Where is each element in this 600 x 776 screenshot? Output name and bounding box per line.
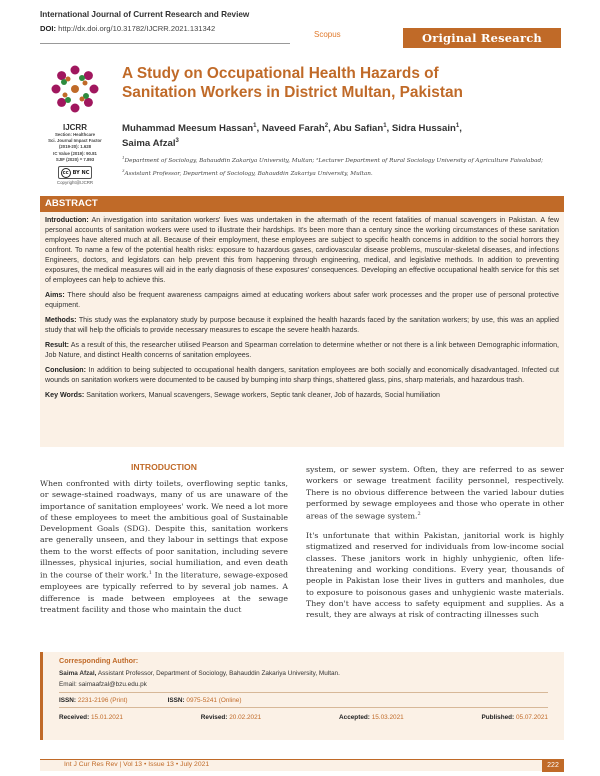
affiliation-line-1 bbox=[122, 153, 572, 166]
date-label: Accepted: bbox=[339, 714, 372, 721]
authors-line-1: Muhammad Meesum Hassan$^1$, Naveed Farah$^2$, Abu Safian$^1$, Sidra Hussain$^1$, bbox=[122, 123, 462, 135]
abstract-text: As a result of this, the researcher utilised Pearson and Spearman correlation to determine whether or not there is a link between Demographic information, Job Nature, and distinct Health concerns of sanitation employees. bbox=[45, 341, 559, 359]
author-name: Saima Afzal bbox=[122, 138, 176, 150]
abstract-label: Aims: bbox=[45, 291, 65, 299]
abstract-keywords bbox=[45, 390, 559, 400]
paragraph-text: system, or sewer system. Often, they are referred to as sewer workers or sewage treatment facility personnel, respectively. There is no obvious difference between the varied labour duties performed by sewage employees and those who operate in other areas of the sewage system. bbox=[306, 465, 564, 521]
title-line-2: Sanitation Workers in District Multan, Pakistan bbox=[122, 84, 463, 101]
body-text bbox=[306, 464, 564, 620]
journal-header bbox=[40, 10, 340, 33]
date-value: 05.07.2021 bbox=[515, 714, 548, 721]
date-label: Published: bbox=[481, 714, 516, 721]
body-text bbox=[40, 478, 288, 615]
cc-icon: cc bbox=[61, 168, 71, 178]
issn-label: ISSN: bbox=[167, 697, 187, 704]
article-title bbox=[122, 64, 562, 102]
paragraph: It's unfortunate that within Pakistan, janitorial work is highly stigmatized and reserved for individuals from low-income social classes. These janitors work in highly unhygienic, often life-threatening and working conditions. Every year, thousands of people in Pakistan lose their lives in gutters and manholes, due to exposure to poisonous gases and unhygienic waste materials. They don't have access to safety equipment and supplies. As a result, they are always at risk of contracting illnesses such bbox=[306, 531, 564, 620]
abstract-label: Introduction: bbox=[45, 216, 89, 224]
abstract-body bbox=[40, 212, 564, 447]
body-column-right bbox=[306, 464, 564, 628]
doi-line bbox=[40, 24, 340, 33]
abstract-heading: ABSTRACT bbox=[40, 196, 564, 212]
article-dates bbox=[59, 714, 548, 721]
divider bbox=[59, 692, 548, 693]
date-label: Revised: bbox=[200, 714, 230, 721]
abstract-text: An investigation into sanitation workers' lives was undertaken in the aftermath of the recent fatalities of manual scavengers in Pakistan. A few personal accounts of sanitation workers were used to illustrate their hardships. It's been more than a century since the working circumstances of these sanitation employees have altered much at all. Because of their employment, these employees are subject to specific health concerns in addition to the social horrors they confront. To name a few of the potential health risks: exposure to hazardous gases, cardiovascular disease problems, muscular-skeletal diseases, and infections Engineers, doctors, and legislators can help prevent this from happening through engineering, medical, and legislative methods. In addition to preventing exposures, the medical measures will aid in the early diagnosis of these exposures' consequences. Developing an effective occupational health service for this set of employees can help to achieve this. bbox=[45, 216, 559, 284]
abstract-aims bbox=[45, 290, 559, 310]
copyright-notice: Copyright@IJCRR bbox=[56, 180, 94, 186]
affiliation-line-2 bbox=[122, 166, 572, 179]
affiliation-text: Department of Sociology, Bahauddin Zakariya University, Multan; ²Lecturer Department of Rural Sociology University of Agriculture Faisalabad; bbox=[124, 157, 544, 164]
affiliation-text: Assistant Professor, Department of Sociology, Bahauddin Zakariya University, Multan. bbox=[124, 170, 373, 177]
sidebar-impact-label: Sci. Journal Impact Factor bbox=[48, 138, 102, 144]
abstract-label: Methods: bbox=[45, 316, 77, 324]
page-number: 222 bbox=[542, 760, 564, 772]
divider bbox=[59, 707, 548, 708]
issn-row bbox=[59, 697, 548, 704]
date-label: Received: bbox=[59, 714, 91, 721]
journal-sidebar bbox=[40, 62, 110, 185]
author-name: , Sidra Hussain bbox=[386, 123, 456, 135]
creative-commons-badge[interactable] bbox=[58, 166, 92, 179]
journal-name: International Journal of Current Research and Review bbox=[40, 10, 250, 19]
date-value: 20.02.2021 bbox=[229, 714, 262, 721]
paragraph bbox=[306, 464, 564, 522]
author-name: , Naveed Farah bbox=[256, 123, 325, 135]
date-published bbox=[482, 714, 548, 721]
abstract-label: Key Words: bbox=[45, 391, 85, 399]
date-revised bbox=[201, 714, 261, 721]
issn-value: 2231-2196 (Print) bbox=[77, 697, 128, 704]
date-value: 15.01.2021 bbox=[90, 714, 123, 721]
abstract-label: Conclusion: bbox=[45, 366, 86, 374]
sidebar-journal-abbrev: IJCRR bbox=[62, 123, 87, 132]
author-name: Muhammad Meesum Hassan bbox=[122, 123, 254, 135]
date-received bbox=[59, 714, 123, 721]
author-name: , Abu Safian bbox=[328, 123, 384, 135]
corresponding-author-email[interactable]: Email: saimaafzal@bzu.edu.pk bbox=[59, 681, 147, 688]
paragraph-text: In the literature, sewage-exposed employees are typically referred to by several job names. A difference is made between employees at the sewage treatment facility and those who maintain the duct bbox=[40, 570, 288, 614]
body-column-left bbox=[40, 462, 288, 623]
citation-mark[interactable]: 2 bbox=[417, 511, 421, 518]
paragraph-text: When confronted with dirty toilets, overflowing septic tanks, or sewage-stained roadways, many of us are unaware of the importance of sanitation employees' work. We need a lot more of these employees to meet the ambitious goal of Sustainable Development Goals (SDG). Despite this, sanitation workers are generally unseen, and they labour in settings that expose them to the worst effects of poor sanitation, including severe illnesses, physical injuries, social humiliation, and even death in the course of their work. bbox=[40, 479, 288, 580]
corresponding-author-heading: Corresponding Author: bbox=[59, 656, 139, 665]
title-line-1: A Study on Occupational Health Hazards of bbox=[122, 65, 439, 82]
affiliation-mark: 1 bbox=[455, 123, 460, 129]
affiliation-mark: 1 bbox=[122, 155, 125, 160]
section-heading: INTRODUCTION bbox=[131, 462, 197, 472]
footer-citation: Int J Cur Res Rev | Vol 13 • Issue 13 • July 2021 bbox=[64, 761, 210, 768]
abstract-result bbox=[45, 340, 559, 360]
issn-value: 0975-5241 (Online) bbox=[186, 697, 242, 704]
abstract-introduction bbox=[45, 215, 559, 285]
sidebar-ic-value: IC Value (2019): 90.81 bbox=[53, 150, 97, 156]
issn-print bbox=[59, 697, 128, 704]
abstract-text: Sanitation workers, Manual scavengers, Sewage workers, Septic tank cleaner, Job of hazards, Social humiliation bbox=[84, 391, 440, 399]
authors-line-2 bbox=[122, 135, 572, 150]
affiliation-mark: 2 bbox=[324, 123, 329, 129]
citation-mark[interactable]: 1 bbox=[148, 570, 152, 577]
header-divider bbox=[40, 43, 290, 44]
doi-link[interactable]: http://dx.doi.org/10.31782/IJCRR.2021.131342 bbox=[58, 24, 216, 33]
sidebar-impact-value: (2019-20): 1.628 bbox=[58, 144, 91, 150]
corresponding-author-info bbox=[59, 670, 548, 677]
doi-label: DOI: bbox=[40, 24, 57, 33]
date-accepted bbox=[339, 714, 404, 721]
abstract-text: In addition to being subjected to occupational health dangers, sanitation employees are both socially and economically disadvantaged. Infected cut wounds on sanitation workers were documented to be caused by bumping into sharp things, shattered glass, pins, sharp materials, and hazardous trash. bbox=[45, 366, 559, 384]
abstract-label: Result: bbox=[45, 341, 70, 349]
corresponding-author-position: Assistant Professor, Department of Sociology, Bahauddin Zakariya University, Multan. bbox=[96, 670, 340, 677]
paragraph bbox=[40, 478, 288, 615]
cc-license-label: BY NC bbox=[72, 169, 90, 176]
corresponding-author-name: Saima Afzal, bbox=[59, 670, 97, 677]
issn-label: ISSN: bbox=[59, 697, 78, 704]
sidebar-section: Section: Healthcare bbox=[54, 132, 96, 137]
affiliations bbox=[122, 153, 572, 179]
scopus-label: Scopus bbox=[314, 30, 341, 39]
affiliation-mark: 1 bbox=[383, 123, 387, 129]
abstract-text: There should also be frequent awareness campaigns aimed at educating workers about safer work processes and the proper use of personal protective equipment. bbox=[45, 291, 559, 309]
abstract-text: This study was the explanatory study by purpose because it explained the health hazards faced by the sanitation workers; by use, this was an applied study that will help the officials to provide necessary measures to escape the severe health hazards. bbox=[45, 316, 559, 334]
affiliation-mark: 3 bbox=[175, 138, 179, 145]
ijcrr-logo-icon bbox=[48, 62, 102, 116]
abstract-methods bbox=[45, 315, 559, 335]
author-list bbox=[122, 120, 572, 150]
corresponding-author-box bbox=[40, 652, 564, 740]
affiliation-mark: 3 bbox=[122, 167, 125, 173]
sidebar-sjif-value: SJIF (2020) = 7.893 bbox=[55, 156, 95, 162]
issn-online bbox=[168, 697, 242, 704]
affiliation-mark: 1 bbox=[253, 123, 257, 129]
page-footer bbox=[40, 759, 564, 771]
date-value: 15.03.2021 bbox=[371, 714, 404, 721]
abstract-conclusion bbox=[45, 365, 559, 385]
article-type-badge: Original Research bbox=[403, 28, 561, 48]
